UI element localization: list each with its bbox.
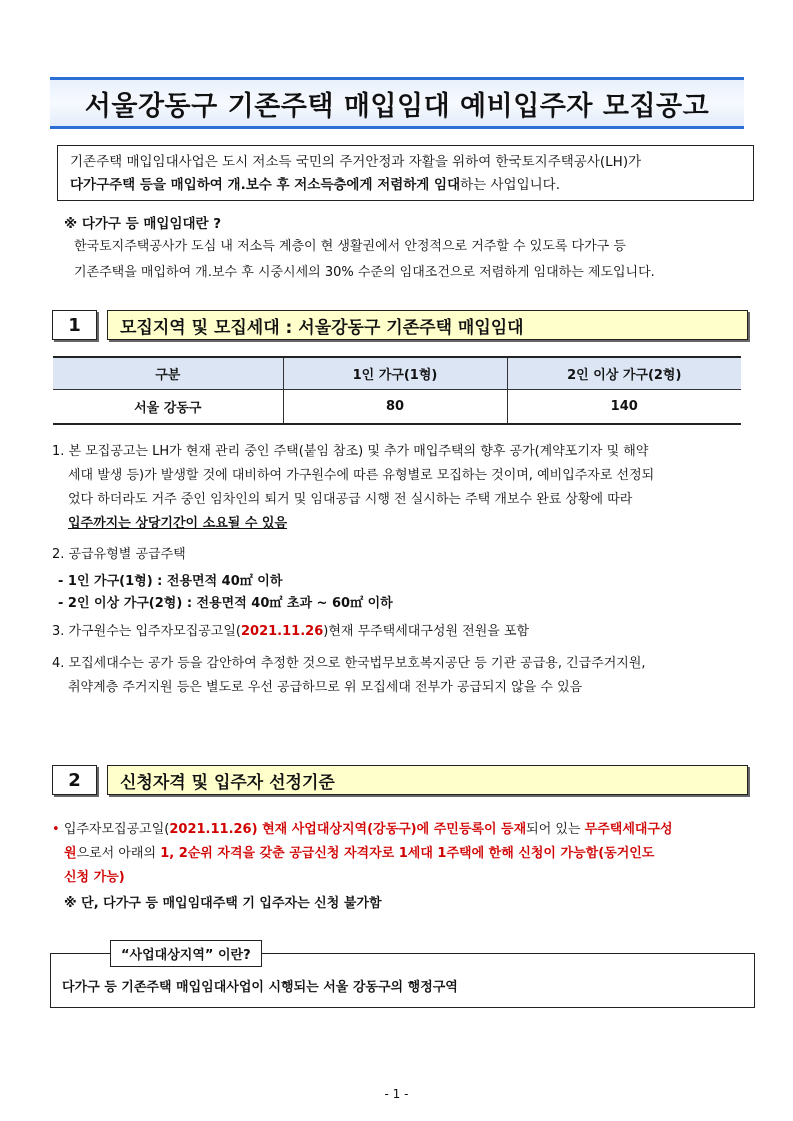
supply-type-1: - 1인 가구(1형) : 전용면적 40㎡ 이하 bbox=[58, 574, 283, 589]
list-item-3 bbox=[52, 620, 752, 644]
note-title: ※ 다가구 등 매입임대란 ? bbox=[64, 216, 222, 232]
notice-date: 2021.11.26 bbox=[241, 624, 324, 639]
table-row bbox=[53, 389, 741, 424]
supply-type-2: - 2인 이상 가구(2형) : 전용면적 40㎡ 초과 ~ 60㎡ 이하 bbox=[58, 596, 393, 611]
note-line-2: 기존주택을 매입하여 개.보수 후 시중시세의 30% 수준의 임대조건으로 저렴하게 임대하는 제도입니다. bbox=[74, 265, 655, 280]
list-item-1-line: 었다 하더라도 거주 중인 임차인의 퇴거 및 임대공급 시행 전 실시하는 주택 개보수 완료 상황에 따라 bbox=[68, 492, 633, 507]
list-item-1-line: 1. 본 모집공고는 LH가 현재 관리 중인 주택(붙임 참조) 및 추가 매입주택의 향후 공가(계약포기자 및 해약 bbox=[52, 444, 649, 459]
eligibility-paragraph bbox=[52, 818, 752, 890]
section-1-number: 1 bbox=[52, 310, 97, 340]
list-item-4-line: 4. 모집세대수는 공가 등을 감안하여 추정한 것으로 한국법무보호복지공단 등 기관 공급용, 긴급주거지원, bbox=[52, 656, 646, 671]
note-body bbox=[74, 234, 754, 286]
eligibility-line-3 bbox=[52, 866, 752, 890]
eligibility-emphasis: ) 현재 사업대상지역(강동구)에 주민등록이 등재 bbox=[251, 822, 527, 837]
table-header-cell: 구분 bbox=[53, 357, 283, 389]
eligibility-emphasis: 원 bbox=[64, 846, 77, 861]
table-cell-type1: 80 bbox=[283, 389, 507, 424]
section-2-note: ※ 단, 다가구 등 매입임대주택 기 입주자는 신청 불가함 bbox=[64, 896, 382, 911]
section-2-number: 2 bbox=[52, 765, 97, 795]
table-header-cell: 2인 이상 가구(2형) bbox=[507, 357, 741, 389]
eligibility-text: 으로서 아래의 bbox=[76, 846, 161, 861]
eligibility-text: 입주자모집공고일( bbox=[63, 822, 170, 837]
intro-box bbox=[57, 145, 754, 201]
list-item-3-post: )현재 무주택세대구성원 전원을 포함 bbox=[323, 624, 530, 639]
page-title: 서울강동구 기존주택 매입임대 예비입주자 모집공고 bbox=[84, 90, 710, 122]
eligibility-line-2 bbox=[52, 842, 752, 866]
section-2-title: 신청자격 및 입주자 선정기준 bbox=[107, 765, 748, 795]
page-number: - 1 - bbox=[384, 1087, 409, 1101]
recruitment-table bbox=[53, 356, 741, 425]
intro-line-1: 기존주택 매입임대사업은 도시 저소득 국민의 주거안정과 자활을 위하여 한국토지주택공사(LH)가 bbox=[70, 154, 642, 170]
list-item-4 bbox=[52, 652, 752, 700]
eligibility-date: 2021.11.26 bbox=[169, 822, 252, 837]
section-1-title: 모집지역 및 모집세대 : 서울강동구 기존주택 매입임대 bbox=[107, 310, 748, 340]
eligibility-emphasis: 신청 가능) bbox=[64, 870, 125, 885]
list-item-3-pre: 3. 가구원수는 입주자모집공고일( bbox=[52, 624, 241, 639]
list-item-4-line: 취약계층 주거지원 등은 별도로 우선 공급하므로 위 모집세대 전부가 공급되지 않을 수 있음 bbox=[68, 680, 583, 695]
list-item-1 bbox=[52, 440, 752, 536]
list-item-1-line: 세대 발생 등)가 발생할 것에 대비하여 가구원수에 따른 유형별로 모집하는 것이며, 예비입주자로 선정되 bbox=[68, 468, 655, 483]
eligibility-emphasis: 1, 2순위 자격을 갖춘 공급신청 자격자로 1세대 1주택에 한해 신청이 가능함(동거인도 bbox=[160, 846, 655, 861]
definition-label: “사업대상지역” 이란? bbox=[110, 940, 262, 967]
eligibility-line-1 bbox=[52, 818, 752, 842]
table-cell-region: 서울 강동구 bbox=[53, 389, 283, 424]
list-item-2-title: 2. 공급유형별 공급주택 bbox=[52, 547, 186, 562]
list-item-1-emphasis: 입주까지는 상당기간이 소요될 수 있음 bbox=[68, 516, 288, 531]
intro-emphasis: 다가구주택 등을 매입하여 개.보수 후 저소득층에게 저렴하게 임대 bbox=[70, 177, 461, 193]
table-header-row bbox=[53, 357, 741, 389]
eligibility-emphasis: 무주택세대구성 bbox=[584, 822, 673, 837]
title-banner bbox=[50, 77, 744, 129]
definition-text: 다가구 등 기존주택 매입임대사업이 시행되는 서울 강동구의 행정구역 bbox=[62, 980, 458, 995]
note-line-1: 한국토지주택공사가 도심 내 저소득 계층이 현 생활권에서 안정적으로 거주할 수 있도록 다가구 등 bbox=[74, 239, 626, 254]
table-cell-type2: 140 bbox=[507, 389, 741, 424]
bullet: • bbox=[52, 822, 60, 837]
intro-line-2 bbox=[70, 174, 741, 197]
intro-line-2-rest: 하는 사업입니다. bbox=[460, 177, 561, 193]
table-header-cell: 1인 가구(1형) bbox=[283, 357, 507, 389]
eligibility-text: 되어 있는 bbox=[526, 822, 585, 837]
